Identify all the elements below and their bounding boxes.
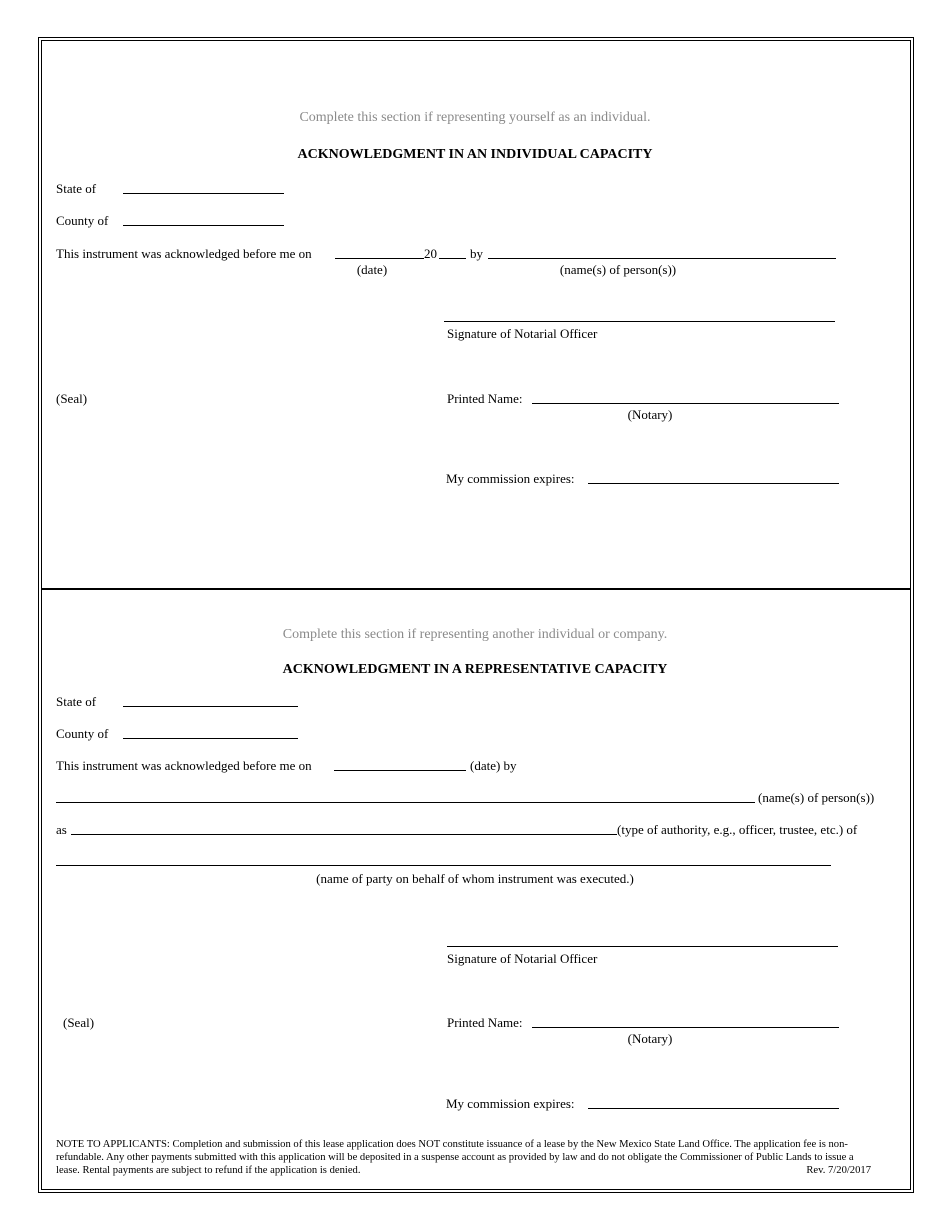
signature-caption: Signature of Notarial Officer [447,326,598,341]
commission-field[interactable] [588,483,839,484]
commission-label: My commission expires: [446,471,575,486]
as-label: as [56,822,67,837]
commission-label: My commission expires: [446,1096,575,1111]
names-caption: (name(s) of person(s)) [758,790,875,805]
names-caption: (name(s) of person(s)) [559,262,677,277]
individual-instruction: Complete this section if representing yourself as an individual. [299,110,651,125]
date-by-label: (date) by [470,758,517,773]
year-prefix: 20 [424,246,437,261]
county-label: County of [56,213,109,228]
printed-name-label: Printed Name: [447,1015,523,1030]
date-field[interactable] [334,770,466,771]
notary-caption: (Notary) [627,407,673,422]
note-text: NOTE TO APPLICANTS: Completion and submission of this lease application does NOT constitute issuance of a lease by the New Mexico State Land Office. The application fee is non-refundable. Any other payments submitted with this application will be deposited in a suspense account as provided by law and do not obligate the Commissioner of Public Lands to issue a lease. Rental payments are subject to refund if the application is denied. [56,1139,854,1176]
authority-field[interactable] [71,834,617,835]
representative-instruction: Complete this section if representing another individual or company. [282,627,668,642]
year-field[interactable] [439,258,466,259]
notary-caption: (Notary) [627,1031,673,1046]
signature-line[interactable] [444,321,835,322]
by-label: by [470,246,483,261]
seal-label: (Seal) [63,1015,95,1030]
authority-caption: (type of authority, e.g., officer, trustee, etc.) of [617,822,858,837]
names-field[interactable] [488,258,836,259]
party-caption: (name of party on behalf of whom instrument was executed.) [316,871,634,886]
state-field[interactable] [123,193,284,194]
representative-heading: ACKNOWLEDGMENT IN A REPRESENTATIVE CAPACITY [282,662,668,677]
printed-name-label: Printed Name: [447,391,523,406]
individual-heading: ACKNOWLEDGMENT IN AN INDIVIDUAL CAPACITY [297,147,653,162]
date-caption: (date) [356,262,388,277]
county-field[interactable] [123,225,284,226]
commission-field[interactable] [588,1108,839,1109]
printed-name-field[interactable] [532,403,839,404]
county-label: County of [56,726,109,741]
signature-caption: Signature of Notarial Officer [447,951,598,966]
state-label: State of [56,181,97,196]
party-field[interactable] [56,865,831,866]
acknowledged-text: This instrument was acknowledged before me on [56,246,312,261]
revision-date: Rev. 7/20/2017 [806,1165,871,1176]
state-label: State of [56,694,97,709]
signature-line[interactable] [447,946,838,947]
acknowledged-text: This instrument was acknowledged before me on [56,758,312,773]
names-field[interactable] [56,802,755,803]
printed-name-field[interactable] [532,1027,839,1028]
state-field[interactable] [123,706,298,707]
applicant-note [56,1138,874,1177]
seal-label: (Seal) [56,391,88,406]
section-divider [41,588,911,590]
county-field[interactable] [123,738,298,739]
date-field[interactable] [335,258,424,259]
